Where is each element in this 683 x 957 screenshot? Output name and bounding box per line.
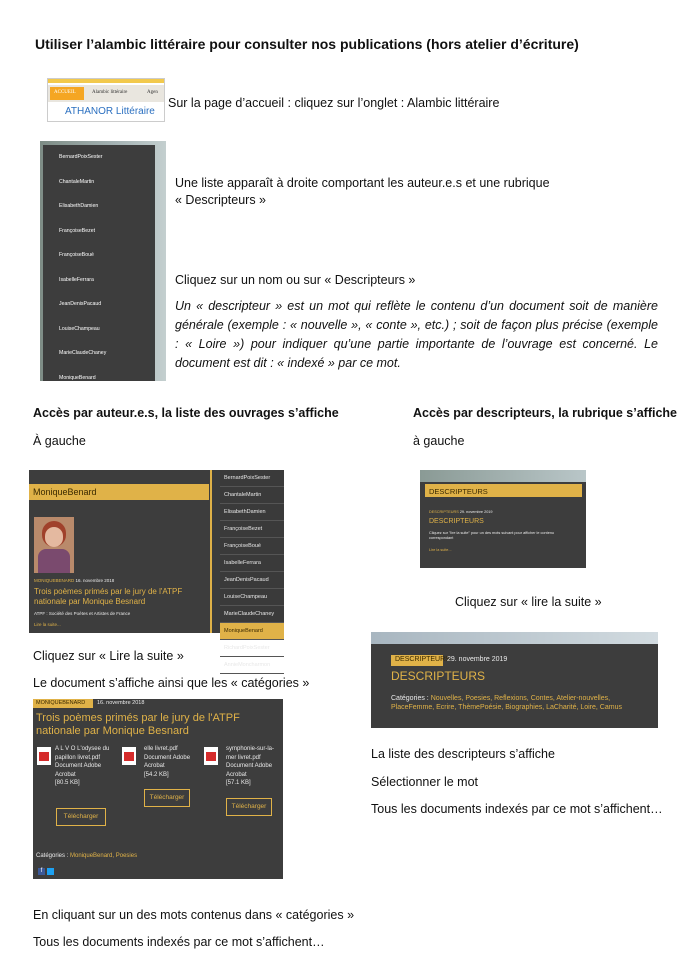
descriptor-access-sub: à gauche: [413, 434, 465, 448]
desc-big-meta-date: 29. novembre 2019: [447, 656, 508, 663]
download-button[interactable]: Télécharger: [226, 798, 272, 816]
descriptor-list-text: La liste des descripteurs s’affiche: [371, 747, 555, 761]
author-sidebar: [220, 470, 284, 674]
desc-small-meta-date: 29. novembre 2019: [459, 510, 493, 514]
facebook-icon[interactable]: f: [38, 868, 45, 875]
author-sidebar-item[interactable]: MoniqueBenard: [220, 623, 284, 640]
file-size: [80.5 KB]: [55, 780, 80, 786]
desc-big-categories-label: Catégories :: [391, 695, 429, 702]
menu-item[interactable]: IsabelleFerrara: [59, 276, 94, 283]
step2-text3: Cliquez sur un nom ou sur « Descripteurs »: [175, 273, 416, 287]
menu-item[interactable]: ChantaleMartin: [59, 178, 95, 185]
author-sidebar-item[interactable]: FrançoiseBezet: [220, 521, 284, 538]
file-type: Document Adobe Acrobat: [226, 763, 273, 778]
file-type: Document Adobe Acrobat: [55, 763, 102, 778]
menu-item[interactable]: JeanDenisPacaud: [59, 301, 102, 307]
menu-item[interactable]: ElisabethDamien: [59, 203, 99, 209]
descriptor-click-text: Cliquez sur « lire la suite »: [455, 595, 602, 609]
file-size: [54.2 KB]: [144, 771, 169, 778]
author-photo: [34, 517, 74, 573]
author-sidebar-item[interactable]: IsabelleFerrara: [220, 555, 284, 572]
menu-item[interactable]: AnnieMoncharmon: [59, 423, 103, 430]
menu-item[interactable]: FrançoiseBoué: [59, 252, 94, 258]
bottom-text2: Tous les documents indexés par ce mot s’affichent…: [33, 935, 325, 949]
desc-small-title: DESCRIPTEURS: [429, 518, 484, 525]
pdf-icon: [204, 747, 218, 765]
menu-item[interactable]: MoniqueBenard: [59, 374, 96, 381]
author-sidebar-item[interactable]: FrançoiseBoué: [220, 538, 284, 555]
file-name[interactable]: A L V O L'odysee du papillon livret.pdf: [55, 746, 110, 761]
author-doc-text: Le document s’affiche ainsi que les « catégories »: [33, 676, 310, 690]
nav-thumbnail: [47, 78, 165, 122]
thumb-brand: ATHANOR Littéraire: [65, 106, 155, 117]
download-button[interactable]: Télécharger: [144, 789, 190, 807]
doc-categories[interactable]: MoniqueBenard, Poesies: [70, 853, 138, 859]
author-sidebar-item[interactable]: AnnieMoncharmon: [220, 657, 284, 674]
step1-text: Sur la page d’accueil : cliquez sur l’onglet : Alambic littéraire: [168, 96, 500, 110]
author-sidebar-item[interactable]: LouiseChampeau: [220, 589, 284, 606]
bottom-text1: En cliquant sur un des mots contenus dans « catégories »: [33, 908, 355, 922]
select-word-text: Sélectionner le mot: [371, 775, 479, 789]
file-name[interactable]: symphonie-sur-la-mer livret.pdf: [226, 746, 275, 761]
thumb-tab-alambic: Alambic littéraire: [92, 90, 128, 95]
doc-meta-date: 16. novembre 2018: [97, 700, 145, 706]
menu-item[interactable]: LouiseChampeau: [59, 325, 100, 332]
file-name[interactable]: elle livret.pdf: [144, 746, 178, 752]
menu-item[interactable]: BernardPoixSester: [59, 154, 103, 160]
doc-meta-author: MONIQUEBENARD: [36, 700, 86, 706]
thumb-tab-home: ACCUEIL: [54, 90, 76, 95]
author-read-more[interactable]: Lire la suite...: [34, 622, 61, 627]
download-button[interactable]: Télécharger: [56, 808, 106, 826]
descriptor-small-screenshot: [420, 470, 586, 568]
descriptor-big-screenshot: [371, 632, 658, 728]
author-sidebar-item[interactable]: MarieClaudeChaney: [220, 606, 284, 623]
author-access-sub: À gauche: [33, 434, 86, 448]
doc-categories-label: Catégories :: [36, 853, 69, 859]
pdf-icon: [122, 747, 136, 765]
author-header: MoniqueBenard: [33, 487, 97, 497]
indexed-docs-text: Tous les documents indexés par ce mot s’affichent…: [371, 802, 663, 816]
author-sidebar-item[interactable]: ChantaleMartin: [220, 487, 284, 504]
desc-big-categories[interactable]: Nouvelles, Poesies, Reflexions, Contes, Atelier-nouvelles, PlaceFemme, Ecrire, ThèmePoésie, Biographies, LaCharité, Loire, Camus: [391, 695, 622, 711]
twitter-icon[interactable]: [47, 868, 54, 875]
author-sidebar-item[interactable]: ElisabethDamien: [220, 504, 284, 521]
doc-post-title: Trois poèmes primés par le jury de l'ATPF nationale par Monique Besnard: [36, 712, 240, 737]
desc-small-header: DESCRIPTEURS: [429, 487, 488, 496]
author-sidebar-item[interactable]: BernardPoixSester: [220, 470, 284, 487]
desc-big-meta-author: DESCRIPTEURS: [395, 656, 450, 663]
descriptor-access-heading: Accès par descripteurs, la rubrique s’affiche: [413, 406, 677, 420]
author-click-text: Cliquez sur « Lire la suite »: [33, 649, 184, 663]
document-screenshot: [33, 699, 283, 879]
file-size: [57.1 KB]: [226, 780, 251, 786]
pdf-icon: [37, 747, 51, 765]
desc-small-meta-author: DESCRIPTEURS: [429, 510, 459, 514]
author-meta-author: MONIQUEBENARD: [34, 578, 75, 583]
page-title: Utiliser l’alambic littéraire pour consulter nos publications (hors atelier d’écriture): [35, 36, 579, 52]
author-sidebar-item[interactable]: RichardPoixSester: [220, 640, 284, 657]
author-post-title[interactable]: Trois poèmes primés par le jury de l'ATPF nationale par Monique Besnard: [34, 587, 183, 606]
author-excerpt: ATPF : Société des Poètes et Artistes de France: [34, 611, 131, 616]
descriptor-definition: Un « descripteur » est un mot qui reflète le contenu d’un document soit de manière générale (exemple : « nouvelle », « conte », etc.) ; soit de façon plus précise (exemple : « Loire ») pour indiquer qu’une partie importante de l’ouvrage est concerné. Le document est dit : « indexé » par ce mot.: [175, 299, 658, 370]
author-meta-date: 16. novembre 2018: [75, 578, 115, 583]
step2-text1: Une liste apparaît à droite comportant les auteur.e.s et une rubrique: [175, 176, 550, 190]
file-type: Document Adobe Acrobat: [144, 754, 191, 769]
author-access-heading: Accès par auteur.e.s, la liste des ouvrages s’affiche: [33, 406, 339, 420]
menu-item[interactable]: RichardPoixSester: [59, 399, 102, 405]
menu-item[interactable]: FrançoiseBezet: [59, 227, 96, 234]
desc-big-title: DESCRIPTEURS: [391, 669, 486, 683]
desc-small-excerpt: Cliquez sur "lire la suite" pour un des mots suivant pour afficher le contenu correspondant: [429, 531, 555, 540]
step2-text2: « Descripteurs »: [175, 193, 267, 207]
desc-small-read-more[interactable]: Lire la suite...: [429, 548, 452, 552]
menu-item[interactable]: MarieClaudeChaney: [59, 350, 107, 356]
menu-item[interactable]: DESCRIPTEURS: [59, 448, 100, 454]
thumb-tab-more: Agen: [147, 90, 158, 95]
author-sidebar-item[interactable]: JeanDenisPacaud: [220, 572, 284, 589]
